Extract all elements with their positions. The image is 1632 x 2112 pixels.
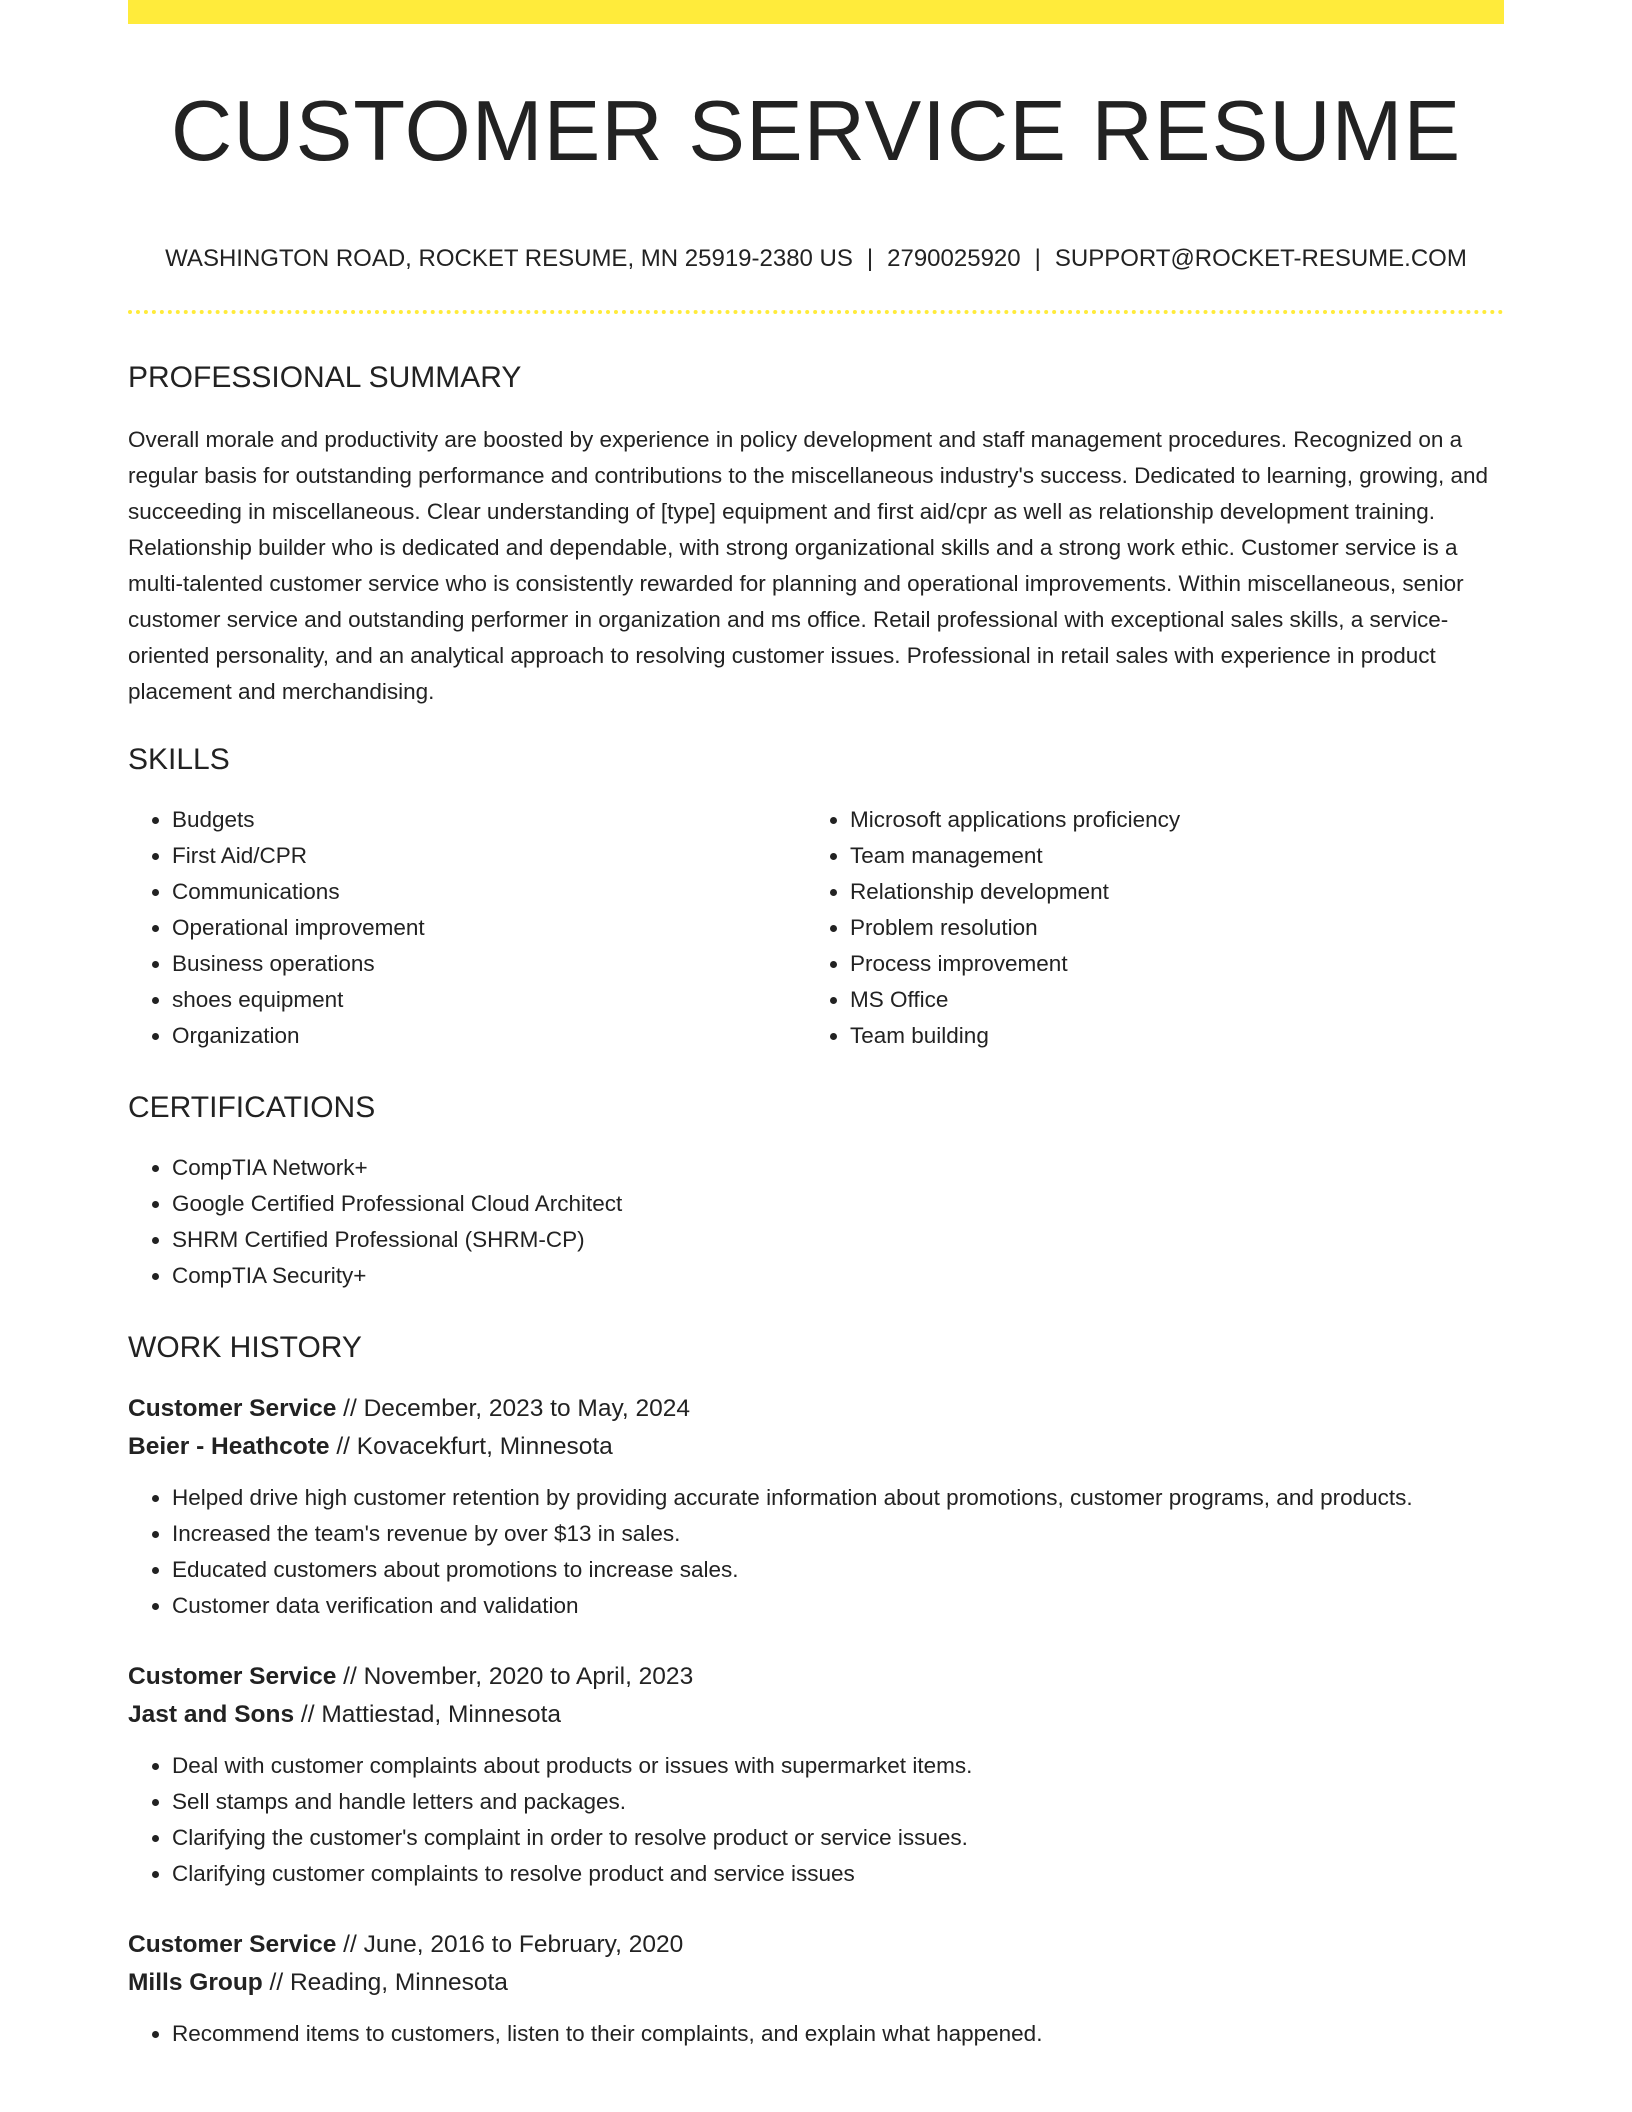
resume-title: CUSTOMER SERVICE RESUME xyxy=(170,84,1462,179)
job-bullet: • Clarifying customer complaints to resolve product and service issues xyxy=(172,1856,1504,1892)
skills-columns xyxy=(128,802,1504,1054)
job-bullet: • Sell stamps and handle letters and packages. xyxy=(172,1784,1504,1820)
job-title-line xyxy=(128,1926,1504,1964)
skill-item: • Microsoft applications proficiency xyxy=(850,802,1548,838)
skill-item: • Problem resolution xyxy=(850,910,1548,946)
skill-item: • Budgets xyxy=(172,802,806,838)
certification-item: • CompTIA Network+ xyxy=(172,1150,1504,1186)
job-company: Jast and Sons xyxy=(128,1701,295,1728)
job-title: Customer Service xyxy=(128,1931,337,1958)
job-entry xyxy=(128,1658,1504,1892)
certification-item: • Google Certified Professional Cloud Architect xyxy=(172,1186,1504,1222)
summary-text: Overall morale and productivity are boosted by experience in policy development and staff management procedures. Recognized on a regular basis for outstanding performance and contributions to the miscellaneous industry's success. Dedicated to learning, growing, and succeeding in miscellaneous. Clear understanding of [type] equipment and first aid/cpr as well as relationship development training. Relationship builder who is dedicated and dependable, with strong organizational skills and a strong work ethic. Customer service is a multi-talented customer service who is consistently rewarded for planning and operational improvements. Within miscellaneous, senior customer service and outstanding performer in organization and ms office. Retail professional with exceptional sales skills, a service-oriented personality, and an analytical approach to resolving customer issues. Professional in retail sales with experience in product placement and merchandising. xyxy=(128,427,1489,704)
job-entry xyxy=(128,1390,1504,1624)
skill-item: • Relationship development xyxy=(850,874,1548,910)
job-dates: // December, 2023 to May, 2024 xyxy=(336,1395,690,1422)
skill-item: • Team building xyxy=(850,1018,1548,1054)
job-title-line xyxy=(128,1390,1504,1428)
certification-item: • CompTIA Security+ xyxy=(172,1258,1504,1294)
skill-item: • shoes equipment xyxy=(172,982,806,1018)
contact-line xyxy=(128,244,1504,274)
accent-top-bar xyxy=(128,0,1504,24)
summary-heading: PROFESSIONAL SUMMARY xyxy=(128,361,522,394)
job-entry xyxy=(128,1926,1504,2052)
contact-phone: 2790025920 xyxy=(887,245,1021,272)
job-bullets xyxy=(128,1748,1504,1892)
job-bullet: • Increased the team's revenue by over $13 in sales. xyxy=(172,1516,1504,1552)
job-dates: // June, 2016 to February, 2020 xyxy=(336,1931,684,1958)
resume-content xyxy=(128,24,1504,2052)
skills-heading: SKILLS xyxy=(128,743,230,776)
skill-item: • Business operations xyxy=(172,946,806,982)
job-bullets xyxy=(128,2016,1504,2052)
job-title-line xyxy=(128,1658,1504,1696)
contact-separator: | xyxy=(866,245,874,272)
skill-item: • Process improvement xyxy=(850,946,1548,982)
job-company-line xyxy=(128,1964,1504,2002)
contact-separator: | xyxy=(1034,245,1041,272)
certifications-list xyxy=(128,1150,1504,1294)
job-title: Customer Service xyxy=(128,1663,337,1690)
job-location: // Kovacekfurt, Minnesota xyxy=(329,1433,613,1460)
job-dates: // November, 2020 to April, 2023 xyxy=(336,1663,694,1690)
job-title: Customer Service xyxy=(128,1395,337,1422)
job-bullet: • Educated customers about promotions to increase sales. xyxy=(172,1552,1504,1588)
job-company-line xyxy=(128,1696,1504,1734)
job-bullets xyxy=(128,1480,1504,1624)
skill-item: • Organization xyxy=(172,1018,806,1054)
job-bullet: • Recommend items to customers, listen to their complaints, and explain what happened. xyxy=(172,2016,1504,2052)
job-location: // Reading, Minnesota xyxy=(262,1969,508,1996)
contact-address: WASHINGTON ROAD, ROCKET RESUME, MN 25919-2380 US xyxy=(165,245,853,272)
skill-item: • Communications xyxy=(172,874,806,910)
job-bullet: • Customer data verification and validation xyxy=(172,1588,1504,1624)
certification-item: • SHRM Certified Professional (SHRM-CP) xyxy=(172,1222,1504,1258)
skill-item: • Team management xyxy=(850,838,1548,874)
dotted-divider xyxy=(128,310,1504,314)
skill-item: • MS Office xyxy=(850,982,1548,1018)
skill-item: • Operational improvement xyxy=(172,910,806,946)
skills-list-right xyxy=(806,802,1548,1054)
job-company: Beier - Heathcote xyxy=(128,1433,330,1460)
certifications-heading: CERTIFICATIONS xyxy=(128,1091,376,1124)
job-bullet: • Deal with customer complaints about products or issues with supermarket items. xyxy=(172,1748,1504,1784)
job-bullet: • Clarifying the customer's complaint in order to resolve product or service issues. xyxy=(172,1820,1504,1856)
job-location: // Mattiestad, Minnesota xyxy=(294,1701,562,1728)
job-bullet: • Helped drive high customer retention by providing accurate information about promotions, customer programs, and products. xyxy=(172,1480,1504,1516)
contact-email: SUPPORT@ROCKET-RESUME.COM xyxy=(1054,245,1467,272)
job-company: Mills Group xyxy=(128,1969,263,1996)
skill-item: • First Aid/CPR xyxy=(172,838,806,874)
skills-list-left xyxy=(128,802,806,1054)
work-history-heading: WORK HISTORY xyxy=(128,1331,362,1364)
job-company-line xyxy=(128,1428,1504,1466)
